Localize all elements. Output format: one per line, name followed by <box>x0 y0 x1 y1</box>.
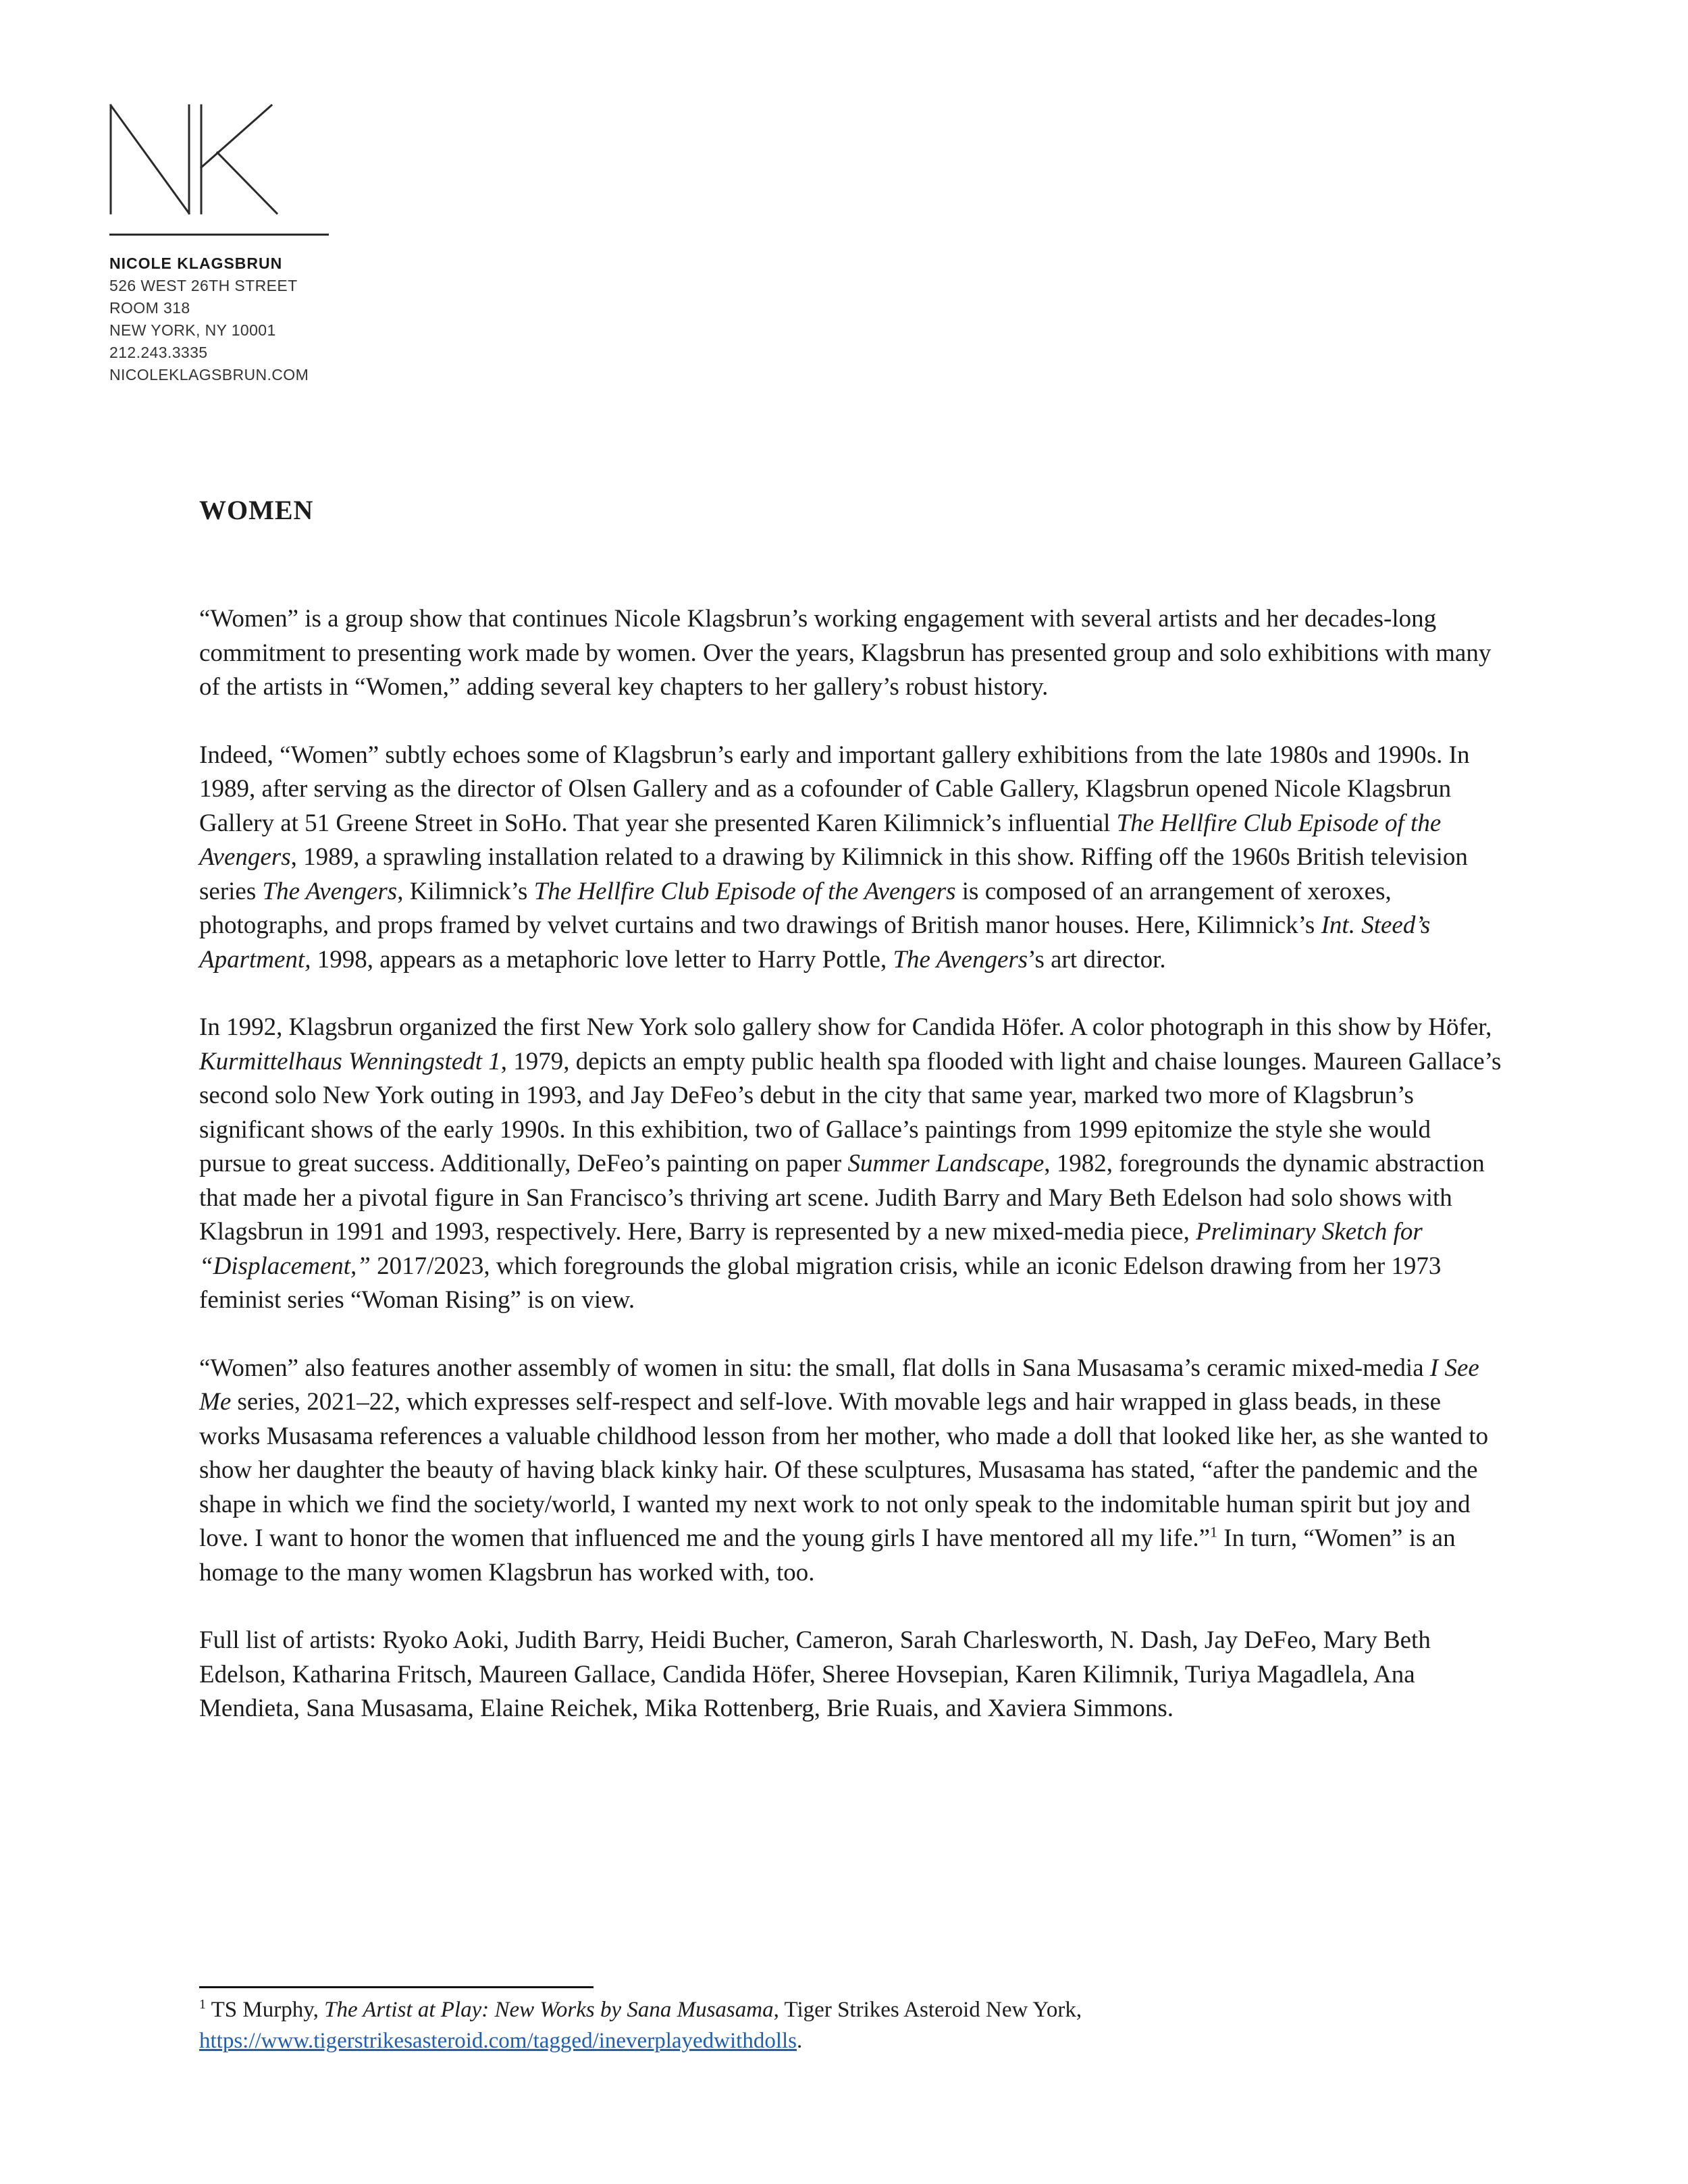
footnote-end: . <box>797 2029 803 2053</box>
paragraph-p5 <box>199 1624 1502 1726</box>
footnote-link[interactable]: https://www.tigerstrikesasteroid.com/tagged/ineverplayedwithdolls <box>199 2029 797 2053</box>
footnote-source-title: The Artist at Play: New Works by Sana Musasama <box>324 1998 774 2022</box>
footnote-text: , Tiger Strikes Asteroid New York, <box>773 1998 1082 2022</box>
text-run: , 1989, a sprawling installation related to a drawing by Kilimnick in this show. Riffing off the 1960s British television series <box>199 843 1468 905</box>
page-title: WOMEN <box>199 495 314 525</box>
footnote-reference: 1 <box>1210 1523 1218 1541</box>
artwork-title: Summer Landscape <box>847 1150 1045 1177</box>
footnote <box>199 1994 1502 2056</box>
text-run: 2017/2023, which foregrounds the global migration crisis, while an iconic Edelson drawing from her 1973 feminist series “Woman Rising” is on view. <box>199 1252 1442 1314</box>
artwork-title: The Avengers <box>262 877 398 905</box>
text-run: ’s art director. <box>1028 945 1166 974</box>
text-run: “Women” also features another assembly of women in situ: the small, flat dolls in Sana Musasama’s ceramic mixed-media <box>199 1354 1430 1382</box>
text-run: In 1992, Klagsbrun organized the first New York solo gallery show for Candida Höfer. A color photograph in this show by Höfer, <box>199 1013 1492 1041</box>
text-run: , 1979, depicts an empty public health spa flooded with light and chaise lounges. Maureen Gallace’s second solo New York outing in 1993, and Jay DeFeo’s debut in the city that same year, marked two more of Klagsbrun’s significant shows of the early 1990s. In this exhibition, two of Gallace’s paintings from 1999 epitomize the style she would pursue to great success. Additionally, DeFeo’s painting on paper <box>199 1047 1502 1177</box>
artwork-title: Preliminary Sketch for “Displacement,” <box>199 1218 1423 1280</box>
text-run: , Kilimnick’s <box>397 877 534 905</box>
artwork-title: Kurmittelhaus Wenningstedt 1 <box>199 1047 501 1075</box>
gallery-name: NICOLE KLAGSBRUN <box>109 255 283 272</box>
text-run: is composed of an arrangement of xeroxes, photographs, and props framed by velvet curtains and two drawings of British manor houses. Here, Kilimnick’s <box>199 877 1392 939</box>
artwork-title: The Hellfire Club Episode of the Avengers <box>199 809 1442 871</box>
website: NICOLEKLAGSBRUN.COM <box>109 366 309 383</box>
paragraph-p3 <box>199 1011 1502 1318</box>
artwork-title: The Hellfire Club Episode of the Avengers <box>533 877 956 905</box>
text-run: 1998, appears as a metaphoric love letter to Harry Pottle, <box>311 945 893 974</box>
gallery-logo <box>109 103 278 216</box>
footnote-marker: 1 <box>199 1997 206 2012</box>
text-run: In turn, “Women” is an homage to the many women Klagsbrun has worked with, too. <box>199 1524 1456 1587</box>
letterhead-divider <box>109 234 329 236</box>
phone-number: 212.243.3335 <box>109 344 208 361</box>
text-run: Indeed, “Women” subtly echoes some of Klagsbrun’s early and important gallery exhibitions from the late 1980s and 1990s. In 1989, after serving as the director of Olsen Gallery and as a cofounder of Cable Gallery, Klagsbrun opened Nicole Klagsbrun Gallery at 51 Greene Street in SoHo. That year she presented Karen Kilimnick’s influential <box>199 741 1470 837</box>
artwork-title: Int. Steed’s Apartment, <box>199 911 1431 974</box>
footnote-text: TS Murphy, <box>206 1998 325 2022</box>
text-run: “Women” is a group show that continues Nicole Klagsbrun’s working engagement with several artists and her decades-long commitment to presenting work made by women. Over the years, Klagsbrun has presented group and solo exhibitions with many of the artists in “Women,” adding several key chapters to her gallery’s robust history. <box>199 605 1492 701</box>
footnote-divider <box>199 1986 594 1988</box>
paragraph-p4 <box>199 1352 1502 1591</box>
text-run: , 1982, foregrounds the dynamic abstraction that made her a pivotal figure in San Francisco’s thriving art scene. Judith Barry and Mary Beth Edelson had solo shows with Klagsbrun in 1991 and 1993, respectively. Here, Barry is represented by a new mixed-media piece, <box>199 1150 1485 1246</box>
text-run: series, 2021–22, which expresses self-respect and self-love. With movable legs and hair wrapped in glass beads, in these works Musasama references a valuable childhood lesson from her mother, who made a doll that looked like her, as she wanted to show her daughter the beauty of having black kinky hair. Of these sculptures, Musasama has stated, “after the pandemic and the shape in which we find the society/world, I wanted my next work to not only speak to the indomitable human spirit but joy and love. I want to honor the women that influenced me and the young girls I have mentored all my life.” <box>199 1388 1489 1552</box>
address-line: NEW YORK, NY 10001 <box>109 321 276 339</box>
address-line: 526 WEST 26TH STREET <box>109 277 298 294</box>
letterhead-address <box>109 252 309 386</box>
artwork-title: The Avengers <box>893 945 1028 974</box>
paragraph-p2 <box>199 739 1502 978</box>
press-release-body <box>199 602 1502 1760</box>
artwork-title: I See Me <box>199 1354 1479 1416</box>
address-line: ROOM 318 <box>109 299 190 317</box>
text-run: Full list of artists: Ryoko Aoki, Judith Barry, Heidi Bucher, Cameron, Sarah Charlesworth, N. Dash, Jay DeFeo, Mary Beth Edelson, Katharina Fritsch, Maureen Gallace, Candida Höfer, Sheree Hovsepian, Karen Kilimnik, Turiya Magadlela, Ana Mendieta, Sana Musasama, Elaine Reichek, Mika Rottenberg, Brie Ruais, and Xaviera Simmons. <box>199 1626 1431 1722</box>
paragraph-p1 <box>199 602 1502 705</box>
